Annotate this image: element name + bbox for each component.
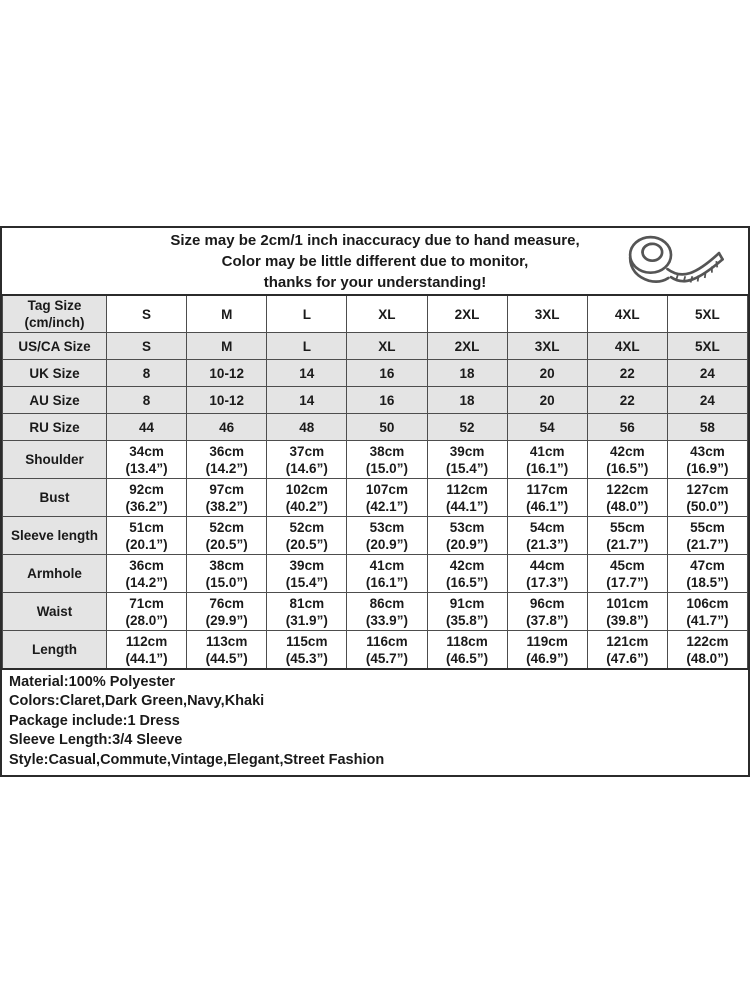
table-cell: 71cm (28.0”) [107, 593, 187, 631]
table-cell: 116cm (45.7”) [347, 631, 427, 670]
table-cell: 118cm (46.5”) [427, 631, 507, 670]
table-cell: 112cm (44.1”) [427, 479, 507, 517]
table-cell: 20 [507, 360, 587, 387]
table-cell: 91cm (35.8”) [427, 593, 507, 631]
table-cell: 38cm (15.0”) [347, 441, 427, 479]
table-cell: 47cm (18.5”) [667, 555, 747, 593]
row-label: Sleeve length [3, 517, 107, 555]
table-cell: 127cm (50.0”) [667, 479, 747, 517]
table-cell: XL [347, 333, 427, 360]
table-cell: 10-12 [187, 387, 267, 414]
detail-package: Package include:1 Dress [9, 712, 180, 729]
table-cell: 58 [667, 414, 747, 441]
table-cell: 5XL [667, 333, 747, 360]
notice-line: thanks for your understanding! [263, 273, 487, 291]
table-cell: 8 [107, 360, 187, 387]
table-cell: 48 [267, 414, 347, 441]
detail-material: Material:100% Polyester [9, 674, 176, 690]
table-cell: L [267, 333, 347, 360]
table-cell: 122cm (48.0”) [587, 479, 667, 517]
measure-notice [2, 228, 748, 294]
table-cell: 44 [107, 414, 187, 441]
table-cell: 42cm (16.5”) [587, 441, 667, 479]
row-sleeve-length [3, 517, 748, 555]
table-cell: 50 [347, 414, 427, 441]
table-cell: 39cm (15.4”) [427, 441, 507, 479]
row-label: Armhole [3, 555, 107, 593]
notice-line: Size may be 2cm/1 inch inaccuracy due to hand measure, [170, 231, 580, 249]
row-label: RU Size [3, 414, 107, 441]
detail-sleeve-length: Sleeve Length:3/4 Sleeve [9, 732, 183, 749]
table-cell: 54cm (21.3”) [507, 517, 587, 555]
table-cell: 22 [587, 360, 667, 387]
table-cell: 14 [267, 360, 347, 387]
table-cell: 22 [587, 387, 667, 414]
row-armhole [3, 555, 748, 593]
table-cell: 106cm (41.7”) [667, 593, 747, 631]
row-ru-size [3, 414, 748, 441]
table-cell: 115cm (45.3”) [267, 631, 347, 670]
table-cell: 53cm (20.9”) [427, 517, 507, 555]
table-cell: 2XL [427, 295, 507, 333]
table-cell: 34cm (13.4”) [107, 441, 187, 479]
table-cell: 54 [507, 414, 587, 441]
row-label: Shoulder [3, 441, 107, 479]
table-header-row [3, 295, 748, 333]
table-cell: 3XL [507, 295, 587, 333]
table-cell: 122cm (48.0”) [667, 631, 747, 670]
measuring-tape-icon [614, 230, 736, 294]
table-cell: 56 [587, 414, 667, 441]
row-label: Tag Size (cm/inch) [3, 295, 107, 333]
table-cell: 81cm (31.9”) [267, 593, 347, 631]
table-cell: M [187, 333, 267, 360]
row-length [3, 631, 748, 670]
table-cell: 112cm (44.1”) [107, 631, 187, 670]
table-cell: 16 [347, 360, 427, 387]
row-au-size [3, 387, 748, 414]
table-cell: 10-12 [187, 360, 267, 387]
table-cell: 37cm (14.6”) [267, 441, 347, 479]
table-cell: S [107, 333, 187, 360]
table-cell: 86cm (33.9”) [347, 593, 427, 631]
table-cell: 24 [667, 360, 747, 387]
table-cell: 42cm (16.5”) [427, 555, 507, 593]
table-cell: 97cm (38.2”) [187, 479, 267, 517]
table-cell: 4XL [587, 333, 667, 360]
table-cell: 4XL [587, 295, 667, 333]
table-cell: 3XL [507, 333, 587, 360]
table-cell: 107cm (42.1”) [347, 479, 427, 517]
row-waist [3, 593, 748, 631]
table-cell: 96cm (37.8”) [507, 593, 587, 631]
notice-line: Color may be little different due to monitor, [221, 252, 529, 270]
table-cell: 2XL [427, 333, 507, 360]
row-label: UK Size [3, 360, 107, 387]
row-label: Bust [3, 479, 107, 517]
table-cell: 24 [667, 387, 747, 414]
table-cell: 92cm (36.2”) [107, 479, 187, 517]
table-cell: 41cm (16.1”) [347, 555, 427, 593]
table-cell: 76cm (29.9”) [187, 593, 267, 631]
table-cell: 101cm (39.8”) [587, 593, 667, 631]
table-cell: 36cm (14.2”) [107, 555, 187, 593]
table-cell: M [187, 295, 267, 333]
table-cell: 43cm (16.9”) [667, 441, 747, 479]
table-cell: 38cm (15.0”) [187, 555, 267, 593]
table-cell: 20 [507, 387, 587, 414]
table-cell: 51cm (20.1”) [107, 517, 187, 555]
table-cell: 52cm (20.5”) [187, 517, 267, 555]
table-cell: 45cm (17.7”) [587, 555, 667, 593]
table-cell: 18 [427, 360, 507, 387]
row-bust [3, 479, 748, 517]
row-label: AU Size [3, 387, 107, 414]
table-cell: 52 [427, 414, 507, 441]
table-cell: 117cm (46.1”) [507, 479, 587, 517]
table-cell: 55cm (21.7”) [667, 517, 747, 555]
table-cell: 14 [267, 387, 347, 414]
table-cell: 46 [187, 414, 267, 441]
table-cell: 53cm (20.9”) [347, 517, 427, 555]
detail-style: Style:Casual,Commute,Vintage,Elegant,Street Fashion [9, 751, 385, 768]
detail-colors: Colors:Claret,Dark Green,Navy,Khaki [9, 693, 265, 710]
table-cell: 5XL [667, 295, 747, 333]
table-cell: 52cm (20.5”) [267, 517, 347, 555]
row-uk-size [3, 360, 748, 387]
row-label: Length [3, 631, 107, 670]
size-table [2, 294, 748, 670]
table-cell: S [107, 295, 187, 333]
table-cell: 119cm (46.9”) [507, 631, 587, 670]
table-cell: L [267, 295, 347, 333]
table-cell: 41cm (16.1”) [507, 441, 587, 479]
size-table-body [3, 295, 748, 669]
table-cell: 8 [107, 387, 187, 414]
table-cell: 113cm (44.5”) [187, 631, 267, 670]
table-cell: 55cm (21.7”) [587, 517, 667, 555]
table-cell: 18 [427, 387, 507, 414]
row-label: US/CA Size [3, 333, 107, 360]
product-details [2, 670, 748, 775]
size-chart-sheet [0, 226, 750, 777]
table-cell: 39cm (15.4”) [267, 555, 347, 593]
table-cell: 121cm (47.6”) [587, 631, 667, 670]
table-cell: XL [347, 295, 427, 333]
row-us-ca-size [3, 333, 748, 360]
row-label: Waist [3, 593, 107, 631]
table-cell: 36cm (14.2”) [187, 441, 267, 479]
row-shoulder [3, 441, 748, 479]
table-cell: 44cm (17.3”) [507, 555, 587, 593]
table-cell: 102cm (40.2”) [267, 479, 347, 517]
table-cell: 16 [347, 387, 427, 414]
